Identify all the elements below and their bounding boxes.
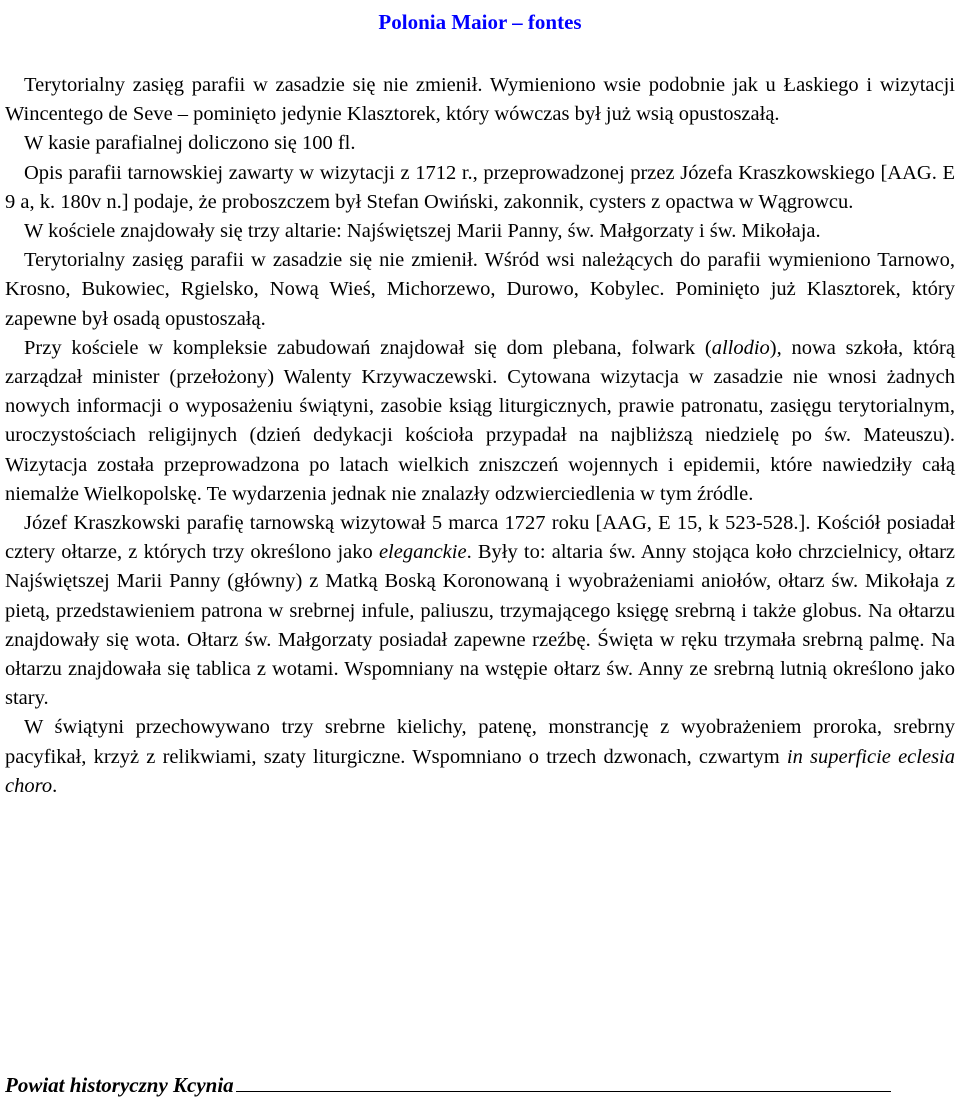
paragraph [5, 71, 955, 129]
paragraph-text: W kościele znajdowały się trzy altarie: Najświętszej Marii Panny, św. Małgorzaty i św. Mikołaja. [24, 220, 821, 243]
paragraph [5, 246, 955, 334]
paragraph-text: Przy kościele w kompleksie zabudowań znajdował się dom plebana, folwark ( [24, 336, 712, 359]
page-header-title: Polonia Maior – fontes [378, 10, 582, 34]
paragraph [5, 159, 955, 217]
paragraph-text: . Były to: altaria św. Anny stojąca koło chrzcielnicy, ołtarz Najświętszej Marii Panny (główny) z Matką Boską Koronowaną i wyobrażeniami aniołów, ołtarz św. Mikołaja z pietą, przedstawieniem patrona w srebrnej infule, paliuszu, trzymającego księgę srebrną i także globus. Na ołtarzu znajdowały się wota. Ołtarz św. Małgorzaty posiadał zapewne rzeźbę. Święta w ręku trzymała srebrną palmę. Na ołtarzu znajdowała się tablica z wotami. Wspomniany na wstępie ołtarz św. Anny ze srebrną lutnią określono jako stary. [5, 541, 955, 710]
document-page [5, 0, 955, 801]
paragraph-text: Józef Kraszkowski parafię tarnowską wizytował 5 marca 1727 roku [AAG, E 15, k 523-528.]. Kościół posiadał cztery ołtarze, z których trzy określono jako [5, 512, 955, 564]
paragraph [5, 217, 955, 246]
footer-rule [236, 1073, 891, 1092]
paragraph [5, 334, 955, 509]
paragraph-text: Opis parafii tarnowskiej zawarty w wizytacji z 1712 r., przeprowadzonej przez Józefa Kraszkowskiego [AAG. E 9 a, k. 180v n.] podaje, że proboszczem był Stefan Owiński, zakonnik, cysters z opactwa w Wągrowcu. [5, 161, 955, 213]
paragraph [5, 129, 955, 158]
document-body [5, 71, 955, 801]
paragraph-text: W świątyni przechowywano trzy srebrne kielichy, patenę, monstrancję z wyobrażeniem proroka, srebrny pacyfikał, krzyż z relikwiami, szaty liturgiczne. Wspomniano o trzech dzwonach, czwartym [5, 716, 955, 768]
paragraph-text: W kasie parafialnej doliczono się 100 fl. [24, 132, 356, 155]
italic-term: in superficie eclesia choro [5, 745, 955, 797]
page-footer [5, 1073, 891, 1098]
paragraph-text: Terytorialny zasięg parafii w zasadzie się nie zmienił. Wśród wsi należących do parafii wymieniono Tarnowo, Krosno, Bukowiec, Rgielsko, Nową Wieś, Michorzewo, Durowo, Kobylec. Pominięto już Klasztorek, który zapewne był osadą opustoszałą. [5, 249, 955, 330]
footer-label: Powiat historyczny Kcynia [5, 1073, 234, 1097]
paragraph-text: ), nowa szkoła, którą zarządzał minister (przełożony) Walenty Krzywaczewski. Cytowana wizytacja w zasadzie nie wnosi żadnych nowych informacji o wyposażeniu świątyni, zasobie ksiąg liturgicznych, prawie patronatu, zasięgu terytorialnym, uroczystościach religijnych (dzień dedykacji kościoła przypadał na najbliższą niedzielę po św. Mateuszu). Wizytacja została przeprowadzona po latach wielkich zniszczeń wojennych i epidemii, które nawiedziły całą niemalże Wielkopolskę. Te wydarzenia jednak nie znalazły odzwierciedlenia w tym źródle. [5, 336, 955, 505]
paragraph-text: Terytorialny zasięg parafii w zasadzie się nie zmienił. Wymieniono wsie podobnie jak u Łaskiego i wizytacji Wincentego de Seve – pominięto jedynie Klasztorek, który wówczas był już wsią opustoszałą. [5, 74, 955, 126]
paragraph-text: . [52, 774, 58, 797]
italic-term: allodio [711, 336, 770, 359]
paragraph [5, 713, 955, 801]
paragraph [5, 509, 955, 713]
italic-term: eleganckie [378, 541, 467, 564]
